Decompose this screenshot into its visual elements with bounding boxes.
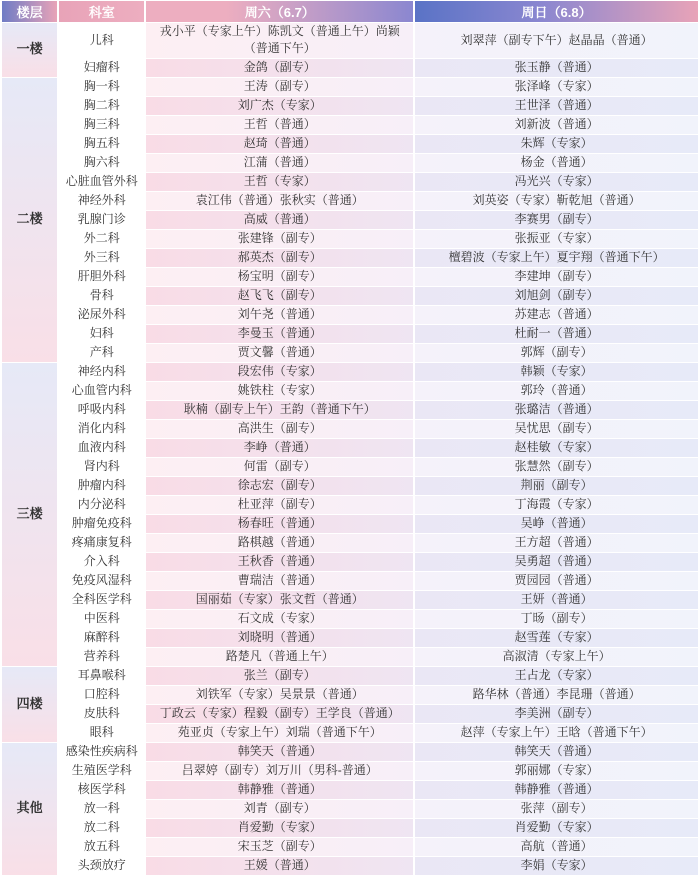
saturday-cell: 江蒲（普通）	[146, 154, 413, 172]
saturday-cell: 张兰（副专）	[146, 667, 413, 685]
table-row	[2, 705, 698, 723]
table-row	[2, 135, 698, 153]
table-row	[2, 515, 698, 533]
department-cell: 营养科	[59, 648, 144, 666]
department-cell: 介入科	[59, 553, 144, 571]
sunday-cell: 刘翠萍（副专下午）赵晶晶（普通）	[415, 23, 698, 58]
department-cell: 胸五科	[59, 135, 144, 153]
saturday-cell: 王秋香（普通）	[146, 553, 413, 571]
schedule-header	[2, 1, 698, 22]
header-floor: 楼层	[2, 1, 57, 22]
department-cell: 乳腺门诊	[59, 211, 144, 229]
department-cell: 外二科	[59, 230, 144, 248]
sunday-cell: 丁海霞（专家）	[415, 496, 698, 514]
saturday-cell: 曹瑞洁（普通）	[146, 572, 413, 590]
department-cell: 生殖医学科	[59, 762, 144, 780]
table-row	[2, 59, 698, 77]
table-row	[2, 667, 698, 685]
sunday-cell: 刘英姿（专家）靳乾旭（普通）	[415, 192, 698, 210]
sunday-cell: 路华林（普通）李昆珊（普通）	[415, 686, 698, 704]
table-row	[2, 268, 698, 286]
sunday-cell: 郭丽娜（专家）	[415, 762, 698, 780]
department-cell: 肿瘤内科	[59, 477, 144, 495]
department-cell: 胸一科	[59, 78, 144, 96]
table-row	[2, 762, 698, 780]
sunday-cell: 杨金（普通）	[415, 154, 698, 172]
saturday-cell: 戎小平（专家上午）陈凯文（普通上午）尚颖（普通下午）	[146, 23, 413, 58]
table-row	[2, 496, 698, 514]
table-row	[2, 154, 698, 172]
department-cell: 神经内科	[59, 363, 144, 381]
department-cell: 妇瘤科	[59, 59, 144, 77]
saturday-cell: 李峥（普通）	[146, 439, 413, 457]
department-cell: 消化内科	[59, 420, 144, 438]
department-cell: 胸六科	[59, 154, 144, 172]
header-department: 科室	[59, 1, 144, 22]
header-sunday: 周日（6.8）	[415, 1, 698, 22]
saturday-cell: 杨宝明（副专）	[146, 268, 413, 286]
sunday-cell: 刘旭剑（副专）	[415, 287, 698, 305]
saturday-cell: 赵飞飞（副专）	[146, 287, 413, 305]
table-row	[2, 819, 698, 837]
department-cell: 眼科	[59, 724, 144, 742]
saturday-cell: 杨春旺（普通）	[146, 515, 413, 533]
table-row	[2, 173, 698, 191]
sunday-cell: 高淑清（专家上午）	[415, 648, 698, 666]
saturday-cell: 路棋越（普通）	[146, 534, 413, 552]
sunday-cell: 朱辉（专家）	[415, 135, 698, 153]
department-cell: 感染性疾病科	[59, 743, 144, 761]
department-cell: 肾内科	[59, 458, 144, 476]
saturday-cell: 郝英杰（副专）	[146, 249, 413, 267]
department-cell: 肿瘤免疫科	[59, 515, 144, 533]
department-cell: 口腔科	[59, 686, 144, 704]
sunday-cell: 檀碧波（专家上午）夏宇翔（普通下午）	[415, 249, 698, 267]
sunday-cell: 张振亚（专家）	[415, 230, 698, 248]
department-cell: 胸二科	[59, 97, 144, 115]
floor-cell: 一楼	[2, 23, 57, 77]
table-row	[2, 325, 698, 343]
saturday-cell: 肖爱勤（专家）	[146, 819, 413, 837]
saturday-cell: 苑亚贞（专家上午）刘瑞（普通下午）	[146, 724, 413, 742]
table-row	[2, 344, 698, 362]
table-row	[2, 800, 698, 818]
sunday-cell: 赵雪莲（专家）	[415, 629, 698, 647]
sunday-cell: 冯光兴（专家）	[415, 173, 698, 191]
department-cell: 泌尿外科	[59, 306, 144, 324]
sunday-cell: 荆丽（副专）	[415, 477, 698, 495]
saturday-cell: 刘广杰（专家）	[146, 97, 413, 115]
department-cell: 神经外科	[59, 192, 144, 210]
saturday-cell: 赵琦（普通）	[146, 135, 413, 153]
department-cell: 疼痛康复科	[59, 534, 144, 552]
sunday-cell: 贾园园（普通）	[415, 572, 698, 590]
sunday-cell: 郭玲（普通）	[415, 382, 698, 400]
department-cell: 血液内科	[59, 439, 144, 457]
sunday-cell: 郭辉（副专）	[415, 344, 698, 362]
table-row	[2, 249, 698, 267]
sunday-cell: 李娟（专家）	[415, 857, 698, 875]
saturday-cell: 丁政云（专家）程毅（副专）王学良（普通）	[146, 705, 413, 723]
table-row	[2, 686, 698, 704]
sunday-cell: 韩静雅（普通）	[415, 781, 698, 799]
table-row	[2, 458, 698, 476]
department-cell: 皮肤科	[59, 705, 144, 723]
table-row	[2, 211, 698, 229]
sunday-cell: 李赛男（副专）	[415, 211, 698, 229]
saturday-cell: 姚铁柱（专家）	[146, 382, 413, 400]
sunday-cell: 刘新波（普通）	[415, 116, 698, 134]
department-cell: 耳鼻喉科	[59, 667, 144, 685]
sunday-cell: 张萍（副专）	[415, 800, 698, 818]
saturday-cell: 高洪生（副专）	[146, 420, 413, 438]
schedule-body	[2, 23, 698, 875]
table-row	[2, 477, 698, 495]
department-cell: 内分泌科	[59, 496, 144, 514]
table-row	[2, 306, 698, 324]
sunday-cell: 张玉静（普通）	[415, 59, 698, 77]
saturday-cell: 王媛（普通）	[146, 857, 413, 875]
saturday-cell: 国丽茹（专家）张文哲（普通）	[146, 591, 413, 609]
sunday-cell: 赵桂敏（专家）	[415, 439, 698, 457]
sunday-cell: 李建坤（副专）	[415, 268, 698, 286]
floor-cell: 三楼	[2, 363, 57, 666]
saturday-cell: 李曼玉（普通）	[146, 325, 413, 343]
saturday-cell: 高威（普通）	[146, 211, 413, 229]
table-row	[2, 420, 698, 438]
table-row	[2, 838, 698, 856]
sunday-cell: 杜耐一（普通）	[415, 325, 698, 343]
sunday-cell: 吴忧思（副专）	[415, 420, 698, 438]
table-row	[2, 648, 698, 666]
sunday-cell: 赵萍（专家上午）王晗（普通下午）	[415, 724, 698, 742]
sunday-cell: 王占龙（专家）	[415, 667, 698, 685]
table-row	[2, 287, 698, 305]
sunday-cell: 吴勇超（普通）	[415, 553, 698, 571]
table-row	[2, 591, 698, 609]
sunday-cell: 肖爱勤（专家）	[415, 819, 698, 837]
department-cell: 核医学科	[59, 781, 144, 799]
table-row	[2, 401, 698, 419]
floor-cell: 二楼	[2, 78, 57, 362]
saturday-cell: 刘晓明（普通）	[146, 629, 413, 647]
table-row	[2, 857, 698, 875]
department-cell: 外三科	[59, 249, 144, 267]
saturday-cell: 王哲（普通）	[146, 116, 413, 134]
saturday-cell: 耿楠（副专上午）王韵（普通下午）	[146, 401, 413, 419]
department-cell: 头颈放疗	[59, 857, 144, 875]
department-cell: 胸三科	[59, 116, 144, 134]
table-row	[2, 743, 698, 761]
saturday-cell: 刘铁军（专家）吴景景（普通）	[146, 686, 413, 704]
department-cell: 心脏血管外科	[59, 173, 144, 191]
header-row	[2, 1, 698, 22]
table-row	[2, 724, 698, 742]
saturday-cell: 杜亚萍（副专）	[146, 496, 413, 514]
table-row	[2, 230, 698, 248]
department-cell: 儿科	[59, 23, 144, 58]
saturday-cell: 吕翠婷（副专）刘万川（男科-普通）	[146, 762, 413, 780]
table-row	[2, 572, 698, 590]
saturday-cell: 刘午尧（普通）	[146, 306, 413, 324]
saturday-cell: 何雷（副专）	[146, 458, 413, 476]
table-row	[2, 534, 698, 552]
saturday-cell: 路楚凡（普通上午）	[146, 648, 413, 666]
department-cell: 肝胆外科	[59, 268, 144, 286]
department-cell: 呼吸内科	[59, 401, 144, 419]
saturday-cell: 韩笑天（普通）	[146, 743, 413, 761]
table-row	[2, 192, 698, 210]
saturday-cell: 宋玉芝（副专）	[146, 838, 413, 856]
sunday-cell: 张慧然（副专）	[415, 458, 698, 476]
department-cell: 妇科	[59, 325, 144, 343]
sunday-cell: 王方超（普通）	[415, 534, 698, 552]
department-cell: 放五科	[59, 838, 144, 856]
table-row	[2, 629, 698, 647]
header-saturday: 周六（6.7）	[146, 1, 413, 22]
sunday-cell: 高航（普通）	[415, 838, 698, 856]
sunday-cell: 张泽峰（专家）	[415, 78, 698, 96]
table-row	[2, 97, 698, 115]
sunday-cell: 吴峥（普通）	[415, 515, 698, 533]
saturday-cell: 段宏伟（专家）	[146, 363, 413, 381]
department-cell: 中医科	[59, 610, 144, 628]
sunday-cell: 张璐洁（普通）	[415, 401, 698, 419]
saturday-cell: 刘青（副专）	[146, 800, 413, 818]
sunday-cell: 李美洲（副专）	[415, 705, 698, 723]
sunday-cell: 丁旸（副专）	[415, 610, 698, 628]
table-row	[2, 363, 698, 381]
floor-cell: 四楼	[2, 667, 57, 742]
department-cell: 心血管内科	[59, 382, 144, 400]
sunday-cell: 韩颖（专家）	[415, 363, 698, 381]
table-row	[2, 116, 698, 134]
table-row	[2, 553, 698, 571]
department-cell: 骨科	[59, 287, 144, 305]
department-cell: 放一科	[59, 800, 144, 818]
saturday-cell: 王涛（副专）	[146, 78, 413, 96]
saturday-cell: 贾文馨（普通）	[146, 344, 413, 362]
saturday-cell: 张建锋（副专）	[146, 230, 413, 248]
sunday-cell: 韩笑天（普通）	[415, 743, 698, 761]
table-row	[2, 78, 698, 96]
sunday-cell: 王妍（普通）	[415, 591, 698, 609]
saturday-cell: 袁江伟（普通）张秋实（普通）	[146, 192, 413, 210]
department-cell: 免疫风湿科	[59, 572, 144, 590]
table-row	[2, 610, 698, 628]
table-row	[2, 439, 698, 457]
saturday-cell: 徐志宏（副专）	[146, 477, 413, 495]
department-cell: 产科	[59, 344, 144, 362]
saturday-cell: 韩静雅（普通）	[146, 781, 413, 799]
department-cell: 放二科	[59, 819, 144, 837]
floor-cell: 其他	[2, 743, 57, 875]
department-cell: 麻醉科	[59, 629, 144, 647]
sunday-cell: 苏建志（普通）	[415, 306, 698, 324]
saturday-cell: 石文成（专家）	[146, 610, 413, 628]
department-cell: 全科医学科	[59, 591, 144, 609]
table-row	[2, 23, 698, 58]
saturday-cell: 王哲（专家）	[146, 173, 413, 191]
saturday-cell: 金鸽（副专）	[146, 59, 413, 77]
table-row	[2, 382, 698, 400]
sunday-cell: 王世泽（普通）	[415, 97, 698, 115]
table-row	[2, 781, 698, 799]
